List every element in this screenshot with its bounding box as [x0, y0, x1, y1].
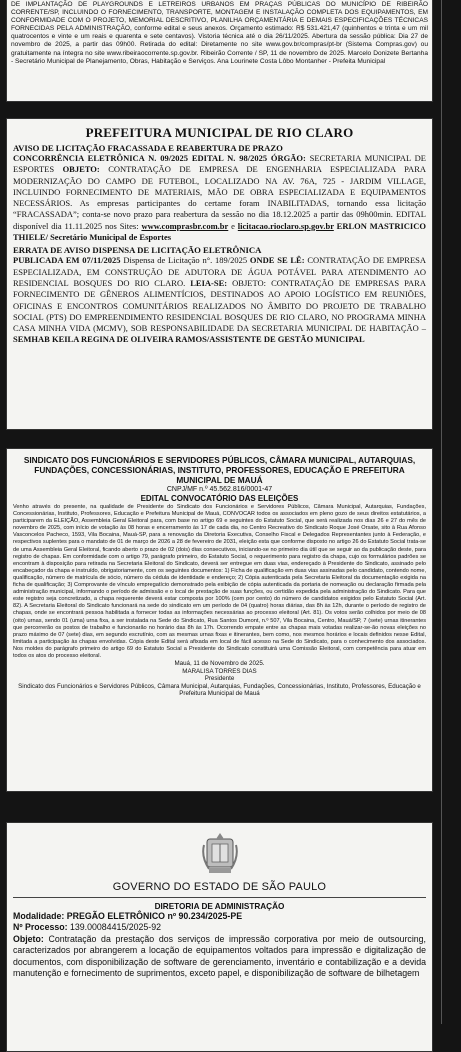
- leia-se-text: OBJETO: CONTRATAÇÃO DE EMPRESAS PARA FORNECIMENTO DE GÊNEROS ALIMENTÍCIOS, DESTINADOS AO APOIO LOGÍSTICO EM REUNIÕES, OFICINAS E ENCONTROS COMUNITÁRIOS REALIZADOS NO ÂMBITO DO PROJETO DE TRABALHO SOCIAL (PTS) DO EMPREENDIMENTO RESIDENCIAL BOSQUES DE RIO CLARO, NO PROGRAMA MINHA CASA MINHA VIDA (MCMV), SOB RESPONSABILIDADE DA SECRETARIA MUNICIPAL DE HABITAÇÃO –: [13, 277, 426, 334]
- link-rioclaro[interactable]: licitacao.rioclaro.sp.gov.br: [237, 220, 334, 231]
- notice-title: PREFEITURA MUNICIPAL DE RIO CLARO: [85, 125, 354, 140]
- modality-label: Modalidade:: [13, 911, 65, 921]
- process-value: 139.00084415/2025-92: [67, 922, 161, 933]
- signer-role: Presidente: [204, 675, 235, 683]
- onde-se-le-text: CONTRATAÇÃO DE EMPRESA ESPECIALIZADA, EM CONSTRUÇÃO DE ADUTORA DE ÁGUA POTÁVEL PARA ATENDIMENTO AO RESIDENCIAL BOSQUES DO RIO CLARO.: [13, 255, 427, 288]
- edital-body: Venho através do presente, na qualidade de Presidente do Sindicato dos Funcionários e Servidores Públicos, Câmara Municipal, Autarquias, Fundações, Concessionárias, Instituto, Professores, Educação e Prefeitura Municipal de Mauá, CONVOCAR todos os associados em pleno gozo de seus direitos estatutários, a participarem da ELEIÇÃO, Assembleia Geral Eleitoral para, com base no artigo 69 e seguintes do Estatuto Social, que será realizada nos dias 26 e 27 do mês de novembro de 2025, com início de votação às 08 horas e encerramento às 17 de cada dia, no Centro Recreativo do Sindicato Roque José Orsate, sito à Rua Afonso Vasconcelos Pacheco, 1593, Vila Bocaina, Mauá-SP, para a renovação da Diretoria Executiva, Conselho Fiscal e Delegados Representantes junto à Federação, e respectivos suplentes para o mandato de 01 de março de 2026 a 28 de fevereiro de 2031, eleição esta que conforme disposto no artigo 26 do Estatuto Social trata-se de uma Assembleia Geral Eleitoral, ficando aberto o prazo de 02 (dois) dias consecutivos, iniciando-se no primeiro dia útil que se seguir ao da publicação deste, para registro de chapas. Em conformidade com o artigo 79, parágrafo primeiro, do Estatuto Social, o requerimento para registro da chapa, cujo os formulários padrões se encontram à disposição para retirada na Secretaria Eleitoral do Sindicato, deverá ser entregue em duas vias, endereçado à Presidente do Sindicato, assinado pelo encabeçador da chapa e instruído, obrigatoriamente, com os seguintes documentos: 1) Ficha de qualificação em duas vias assinadas pelo candidato, contendo nome, qualificação, número de matrícula de sócio, número da cédula de identidade e endereço; 2) Cópia autenticada pela Secretaria Eleitoral da documentação exigida na ficha de qualificação; 3) Comprovante de vínculo empregatício demonstrado pela exibição de cópia autenticada da portaria de nomeação ou declaração firmada pela administração municipal, informando o período de admissão e o local de prestação de suas funções, ou certidão expedida pela administração do Sindicato. Para que este registro seja concretizado, a chapa requerente deverá estar composta por 100% (cem por cento) do número de candidatos exigidos pelo Estatuto Social (Art. 82). A Secretaria Eleitoral do Sindicato funcionará na sede do sindicato em um período de 04 (quatro) horas diárias, das 8h às 12h, durante o período de registro de chapas, onde se encontrará pessoa habilitada a fornecer todas as informações necessárias ao processo eleitoral (Art. 81). Os votos serão colhidos por meio de 08 (oito) urnas, sendo 01 (uma) urna fixa, a ser instalada na Sede do Sindicato, Rua Santos Dumont, n.º 507, Vila Bocaina, Centro, Mauá/SP, 7 (sete) urnas itinerantes que percorrerão os postos de trabalho e funcionarão no horário das 8h às 17h. Ocorrendo empate entre as chapas mais votadas realizar-se-ão novas eleições no prazo máximo de 07 (sete) dias, em segundo escrutínio, com as mesmas urnas fixas e itinerantes, bem como, nos mesmos horários e locais definidos nesse Edital, limitada a participação às chapas envolvidas. Cópia deste Edital será afixada em local de fácil acesso na Sede do Sindicato, para o conhecimento dos associados. Nos moldes do parágrafo primeiro do artigo 69 do Estatuto Social a Presidente do Sindicato constituirá uma Comissão Eleitoral, com competência para atuar em todos os atos do processo eleitoral.: [13, 504, 426, 659]
- agency: SECRETARIA MUNICIPAL DE ESPORTES: [13, 153, 426, 175]
- link-comprasbr[interactable]: www.comprasbr.com.br: [141, 220, 229, 231]
- notice-paragraph-2: [13, 255, 426, 345]
- notice-sindicato-maua: [6, 448, 433, 792]
- reopening-text: As empresas participantes do certame foram INABILITADAS, tornando essa licitação “FRACASSADA”; conta-se novo prazo para reabertura da sessão no dia 18.12.2025 a partir das 09h00min. EDITAL disponível dia 11.11.2025 nos Sites:: [13, 198, 426, 231]
- edital-title: EDITAL CONVOCATÓRIO DAS ELEIÇÕES: [140, 494, 299, 503]
- government-title: GOVERNO DO ESTADO DE SÃO PAULO: [112, 881, 327, 893]
- object-value: Contratação da prestação dos serviços de impressão corporativa por meio de outsourcing, caracterizados por abrangerem a locação de equipamentos voltados para impressão e digitalização de documentos, com disponibilização de software de gerenciamento, inventário e contabilização e a devida manutenção e fornecimento de suprimentos, exceto papel, e disponibilização de software de bilhetagem: [13, 933, 426, 979]
- signer-name: MARALISA TORRES DIAS: [182, 667, 257, 675]
- notice-ribeirao-corrente: [6, 0, 433, 102]
- notice-governo-sp: [6, 822, 433, 1052]
- object-label: OBJETO:: [62, 164, 100, 175]
- union-header: SINDICATO DOS FUNCIONÁRIOS E SERVIDORES PÚBLICOS, CÂMARA MUNICIPAL, AUTARQUIAS, FUNDAÇÕES, CONCESSIONÁRIAS, INSTITUTO, PROFESSORES, EDUCAÇÃO E PREFEITURA MUNICIPAL DE MAUÁ: [23, 455, 416, 485]
- errata-signer: SEMHAB KEILA REGINA DE OLIVEIRA RAMOS/ASSISTENTE DE GESTÃO MUNICIPAL: [13, 334, 365, 345]
- directorate-title: DIRETORIA DE ADMINISTRAÇÃO: [154, 902, 285, 911]
- signer-org: Sindicato dos Funcionários e Servidores Públicos, Câmara Municipal, Autarquias, Fundações, Concessionárias, Instituto, Professores, Educação e Prefeitura Municipal de Mauá: [18, 682, 421, 698]
- modality-line: [13, 911, 426, 922]
- notice-paragraph-1: [13, 153, 426, 243]
- process-label: Nº Processo:: [13, 922, 68, 933]
- dispensa-id: Dispensa de Licitação n°. 189/2025: [120, 255, 250, 266]
- process-line: [13, 922, 426, 933]
- modality-value: PREGÃO ELETRÔNICO nº 90.234/2025-PE: [64, 911, 243, 921]
- conjunction: e: [228, 220, 238, 231]
- published-date: PUBLICADA EM 07/11/2025: [13, 255, 121, 266]
- notice-rio-claro: [6, 118, 433, 430]
- edital-date: Mauá, 11 de Novembro de 2025.: [174, 660, 265, 668]
- object-line: [13, 934, 426, 980]
- union-cnpj: CNPJ/MF n.º 45.562.816/0001-47: [166, 486, 273, 493]
- signer: ERLON MASTRICICO THIELE/ Secretário Municipal de Esportes: [13, 220, 426, 243]
- state-seal-icon: [201, 831, 239, 875]
- notice-subtitle: AVISO DE LICITAÇÃO FRACASSADA E REABERTURA DE PRAZO: [13, 143, 283, 153]
- object-text: CONTRATAÇÃO DE EMPRESA DE ENGENHARIA ESPECIALIZADA PARA MODERNIZAÇÃO DO CAMPO DE FUTEBOL, LOCALIZADO NA AV. 76A, 725 - JARDIM VILLAGE, INCLUINDO FORNECIMENTO DE MATERIAIS, MÃO DE OBRA ESPECIALIZADA E EQUIPAMENTOS NECESSÁRIOS.: [13, 164, 426, 209]
- errata-title: ERRATA DE AVISO DISPENSA DE LICITAÇÃO ELETRÔNICA: [13, 245, 262, 256]
- onde-se-le-label: ONDE SE LÊ:: [249, 255, 305, 266]
- leia-se-label: LEIA-SE:: [190, 277, 228, 288]
- object-label: Objeto:: [13, 933, 44, 944]
- divider: [13, 897, 426, 898]
- notice-text: DE IMPLANTAÇÃO DE PLAYGROUNDS E LETREIROS URBANOS EM PRAÇAS PÚBLICAS DO MUNICÍPIO DE RIBEIRÃO CORRENTE/SP, INCLUINDO O FORNECIMENTO, TRANSPORTE, MONTAGEM E INSTALAÇÃO COMPLETA DOS EQUIPAMENTOS, EM CONFORMIDADE COM O PROJETO, MEMORIAL DESCRITIVO, PLANILHA ORÇAMENTÁRIA E DEMAIS ESPECIFICAÇÕES TÉCNICAS FORNECIDAS PELA ADMINISTRAÇÃO, conforme edital e seus anexos. Orçamento estimado: R$ 531.421,47 (quinhentos e trinta e um mil quatrocentos e vinte e um reais e quarenta e sete centavos). Vistoria técnica até o dia 26/11/2025. Abertura da sessão pública: Dia 27 de novembro de 2025, a partir das 09h00. Retirada do edital: Diretamente no site www.gov.br/compras/pt-br (Sistema Compras.gov) ou gratuitamente na íntegra no site www.ribeiraocorrente.sp.gov.br. Ribeirão Corrente / SP, 11 de novembro de 2025. Marcelo Donizete Bertanha - Secretário Municipal de Planejamento, Obras, Habitação e Serviços. Ana Lourinete Costa Lôbo Montanher - Prefeita Municipal: [11, 1, 428, 65]
- tender-id: CONCORRÊNCIA ELETRÔNICA N. 09/2025 EDITAL N. 98/2025 ÓRGÃO:: [13, 153, 306, 163]
